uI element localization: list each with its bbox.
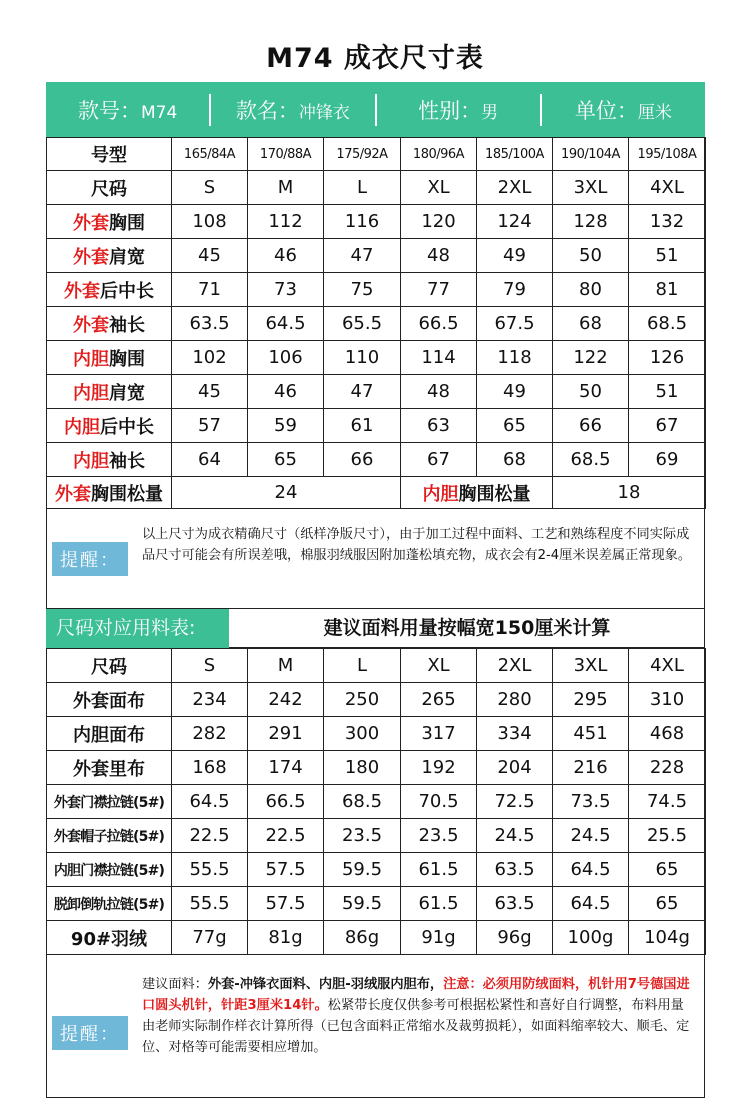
material-value: 22.5 (248, 819, 324, 853)
material-value: 73.5 (553, 785, 629, 819)
row-label (47, 205, 172, 239)
style-name-label: 款名： (235, 98, 299, 123)
measurement-value: 68 (553, 307, 629, 341)
measurement-value: 46 (248, 375, 324, 409)
measurement-value: 45 (172, 375, 248, 409)
garment-prefix: 内胆 (73, 382, 109, 404)
size-type-cell: 195/108A (629, 138, 706, 171)
style-number-value: M74 (140, 102, 178, 123)
measurement-value: 59 (248, 409, 324, 443)
material-value: 68.5 (324, 785, 401, 819)
material-value: 310 (629, 683, 706, 717)
measurement-value: 66.5 (401, 307, 477, 341)
spec-header-bar (46, 82, 705, 137)
material-section-header (46, 608, 705, 648)
measurement-value: 110 (324, 341, 401, 375)
measurement-row (47, 307, 706, 341)
size-type-cell: 185/100A (477, 138, 553, 171)
row-label: 外套里布 (47, 751, 172, 785)
material-row (47, 921, 706, 955)
measurement-row (47, 375, 706, 409)
measurement-value: 50 (553, 375, 629, 409)
ease-name: 胸围松量 (458, 483, 531, 505)
measurement-name: 后中长 (100, 416, 154, 438)
material-value: 24.5 (553, 819, 629, 853)
material-value: 55.5 (172, 853, 248, 887)
row-label (47, 375, 172, 409)
measurement-value: 46 (248, 239, 324, 273)
measurement-value: 63.5 (172, 307, 248, 341)
measurement-value: 57 (172, 409, 248, 443)
style-number-label: 款号： (77, 98, 141, 123)
row-label (401, 477, 553, 509)
material-value: 77g (172, 921, 248, 955)
material-value: 81g (248, 921, 324, 955)
material-value: 168 (172, 751, 248, 785)
measurement-value: 51 (629, 375, 706, 409)
measurement-row (47, 205, 706, 239)
row-label: 号型 (47, 138, 172, 171)
measurement-value: 126 (629, 341, 706, 375)
size-type-row (47, 138, 706, 171)
row-label: 内胆门襟拉链(5#) (47, 853, 172, 887)
material-value: 280 (477, 683, 553, 717)
material-value: 100g (553, 921, 629, 955)
unit-value: 厘米 (637, 102, 672, 123)
garment-prefix: 内胆 (73, 348, 109, 370)
garment-prefix: 内胆 (422, 483, 459, 505)
measurement-row (47, 239, 706, 273)
row-label (47, 307, 172, 341)
measurement-value: 48 (401, 239, 477, 273)
material-value: 265 (401, 683, 477, 717)
material-value: 74.5 (629, 785, 706, 819)
fabric-spec: 外套-冲锋衣面料、内胆-羽绒服内胆布， (207, 977, 444, 992)
measurement-name: 肩宽 (109, 246, 145, 268)
material-value: 192 (401, 751, 477, 785)
row-label: 外套门襟拉链(5#) (47, 785, 172, 819)
measurement-value: 102 (172, 341, 248, 375)
measurement-value: 64.5 (248, 307, 324, 341)
material-value: 91g (401, 921, 477, 955)
style-name-value: 冲锋衣 (298, 102, 350, 123)
size-cell: L (324, 171, 401, 205)
material-value: 57.5 (248, 887, 324, 921)
measurement-value: 128 (553, 205, 629, 239)
material-value: 317 (401, 717, 477, 751)
measurement-name: 袖长 (109, 450, 145, 472)
material-value: 61.5 (401, 887, 477, 921)
material-value: 70.5 (401, 785, 477, 819)
measurement-name: 后中长 (100, 280, 154, 302)
reminder-text: 以上尺寸为成衣精确尺寸（纸样净版尺寸），由于加工过程中面料、工艺和熟练程度不同实际成品尺寸可能会有所误差哦，棉服羽绒服因附加蓬松填充物，成衣会有2-4厘米误差属正常现象。 (142, 527, 692, 563)
material-value: 63.5 (477, 853, 553, 887)
size-cell: L (324, 649, 401, 683)
measurement-value: 65 (477, 409, 553, 443)
measurement-value: 47 (324, 375, 401, 409)
ease-value: 24 (172, 477, 401, 509)
material-value: 96g (477, 921, 553, 955)
measurement-value: 47 (324, 239, 401, 273)
size-type-cell: 165/84A (172, 138, 248, 171)
size-cell: 2XL (477, 649, 553, 683)
measurement-value: 65 (248, 443, 324, 477)
measurement-value: 68.5 (553, 443, 629, 477)
material-value: 295 (553, 683, 629, 717)
garment-prefix: 内胆 (64, 416, 100, 438)
reminder-badge: 提醒： (52, 542, 128, 576)
row-label (47, 477, 172, 509)
material-value: 104g (629, 921, 706, 955)
measurement-name: 袖长 (109, 314, 145, 336)
row-label: 尺码 (47, 649, 172, 683)
row-label: 外套面布 (47, 683, 172, 717)
material-value: 66.5 (248, 785, 324, 819)
size-cell: 4XL (629, 171, 706, 205)
measurement-value: 80 (553, 273, 629, 307)
unit-label: 单位： (574, 98, 638, 123)
material-value: 234 (172, 683, 248, 717)
garment-prefix: 外套 (73, 314, 109, 336)
row-label: 内胆面布 (47, 717, 172, 751)
measurement-name: 胸围 (109, 212, 145, 234)
measurement-value: 68.5 (629, 307, 706, 341)
size-cell: XL (401, 649, 477, 683)
material-value: 86g (324, 921, 401, 955)
material-value: 72.5 (477, 785, 553, 819)
fabric-warning: 注意：必须用防绒面料，机针用7号德国进口圆头机针，针距3厘米14针。 (142, 977, 690, 1013)
row-label: 外套帽子拉链(5#) (47, 819, 172, 853)
measurement-value: 50 (553, 239, 629, 273)
material-value: 25.5 (629, 819, 706, 853)
material-value: 22.5 (172, 819, 248, 853)
material-row (47, 751, 706, 785)
material-value: 468 (629, 717, 706, 751)
material-value: 63.5 (477, 887, 553, 921)
material-value: 23.5 (324, 819, 401, 853)
measurement-value: 51 (629, 239, 706, 273)
material-value: 65 (629, 887, 706, 921)
size-cell: XL (401, 171, 477, 205)
material-row (47, 683, 706, 717)
garment-prefix: 外套 (64, 280, 100, 302)
measurement-value: 45 (172, 239, 248, 273)
material-value: 216 (553, 751, 629, 785)
measurement-value: 63 (401, 409, 477, 443)
measurement-value: 77 (401, 273, 477, 307)
size-cell: 3XL (553, 649, 629, 683)
ease-row (47, 477, 706, 509)
material-row (47, 819, 706, 853)
material-value: 242 (248, 683, 324, 717)
material-value: 61.5 (401, 853, 477, 887)
measurement-value: 81 (629, 273, 706, 307)
material-value: 65 (629, 853, 706, 887)
gender (377, 95, 540, 125)
measurement-value: 75 (324, 273, 401, 307)
material-value: 57.5 (248, 853, 324, 887)
measurement-value: 132 (629, 205, 706, 239)
fabric-label: 建议面料： (142, 977, 208, 992)
measurement-value: 61 (324, 409, 401, 443)
size-type-cell: 180/96A (401, 138, 477, 171)
size-type-cell: 170/88A (248, 138, 324, 171)
measurement-value: 118 (477, 341, 553, 375)
material-section-note: 建议面料用量按幅宽150厘米计算 (323, 617, 611, 639)
material-value: 64.5 (553, 887, 629, 921)
measurement-value: 64 (172, 443, 248, 477)
material-value: 59.5 (324, 853, 401, 887)
measurement-value: 67.5 (477, 307, 553, 341)
size-cell: M (248, 171, 324, 205)
material-value: 24.5 (477, 819, 553, 853)
material-value: 291 (248, 717, 324, 751)
ease-name: 胸围松量 (91, 483, 163, 505)
fabric-remarks: 松紧带长度仅供参考可根据松紧性和喜好自行调整，布料用量由老师实际制作样衣计算所得（已包含面料正常缩水及裁剪损耗），如面料缩率较大、顺毛、定位、对格等可能需要相应增加。 (142, 998, 690, 1055)
measurement-row (47, 341, 706, 375)
row-label (47, 409, 172, 443)
material-value: 55.5 (172, 887, 248, 921)
row-label (47, 239, 172, 273)
measurement-value: 66 (324, 443, 401, 477)
ease-value: 18 (553, 477, 706, 509)
garment-prefix: 外套 (55, 483, 91, 505)
measurement-value: 73 (248, 273, 324, 307)
size-cell: S (172, 171, 248, 205)
measurement-name: 胸围 (109, 348, 145, 370)
row-label (47, 341, 172, 375)
material-section-label: 尺码对应用料表: (46, 609, 229, 648)
gender-label: 性别： (418, 98, 482, 123)
measurement-row (47, 273, 706, 307)
row-label (47, 273, 172, 307)
measurement-value: 116 (324, 205, 401, 239)
material-row (47, 785, 706, 819)
measurement-value: 124 (477, 205, 553, 239)
material-value: 64.5 (553, 853, 629, 887)
measurement-value: 66 (553, 409, 629, 443)
measurement-value: 69 (629, 443, 706, 477)
size-cell: 3XL (553, 171, 629, 205)
measurement-value: 79 (477, 273, 553, 307)
material-value: 59.5 (324, 887, 401, 921)
measurement-value: 106 (248, 341, 324, 375)
material-value: 23.5 (401, 819, 477, 853)
measurement-value: 65.5 (324, 307, 401, 341)
size-cell: 4XL (629, 649, 706, 683)
reminder-badge-2: 提醒： (52, 1016, 128, 1050)
row-label: 尺码 (47, 171, 172, 205)
material-table (46, 648, 706, 955)
size-table (46, 137, 706, 509)
material-value: 250 (324, 683, 401, 717)
row-label: 脱卸倒轨拉链(5#) (47, 887, 172, 921)
material-value: 64.5 (172, 785, 248, 819)
measurement-value: 114 (401, 341, 477, 375)
measurement-value: 71 (172, 273, 248, 307)
measurement-value: 120 (401, 205, 477, 239)
measurement-row (47, 409, 706, 443)
material-value: 204 (477, 751, 553, 785)
measurement-value: 49 (477, 375, 553, 409)
material-value: 451 (553, 717, 629, 751)
material-value: 174 (248, 751, 324, 785)
material-value: 282 (172, 717, 248, 751)
gender-value: 男 (481, 102, 499, 123)
material-row (47, 717, 706, 751)
material-value: 180 (324, 751, 401, 785)
material-row (47, 887, 706, 921)
size-type-cell: 190/104A (553, 138, 629, 171)
unit (542, 95, 705, 125)
material-row (47, 853, 706, 887)
material-value: 300 (324, 717, 401, 751)
style-name (211, 95, 374, 125)
material-size-row (47, 649, 706, 683)
reminder-text-2 (142, 974, 697, 1058)
measurement-value: 67 (401, 443, 477, 477)
measurement-value: 48 (401, 375, 477, 409)
material-value: 228 (629, 751, 706, 785)
size-row (47, 171, 706, 205)
size-cell: 2XL (477, 171, 553, 205)
measurement-value: 67 (629, 409, 706, 443)
material-value: 334 (477, 717, 553, 751)
measurement-name: 肩宽 (109, 382, 145, 404)
measurement-value: 112 (248, 205, 324, 239)
style-number (46, 95, 209, 125)
page-title: M74 成衣尺寸表 (266, 43, 484, 74)
measurement-value: 122 (553, 341, 629, 375)
measurement-value: 108 (172, 205, 248, 239)
measurement-row (47, 443, 706, 477)
garment-prefix: 外套 (73, 212, 109, 234)
size-type-cell: 175/92A (324, 138, 401, 171)
garment-prefix: 外套 (73, 246, 109, 268)
row-label (47, 443, 172, 477)
measurement-value: 49 (477, 239, 553, 273)
size-cell: S (172, 649, 248, 683)
measurement-value: 68 (477, 443, 553, 477)
row-label: 90#羽绒 (47, 921, 172, 955)
garment-prefix: 内胆 (73, 450, 109, 472)
size-cell: M (248, 649, 324, 683)
